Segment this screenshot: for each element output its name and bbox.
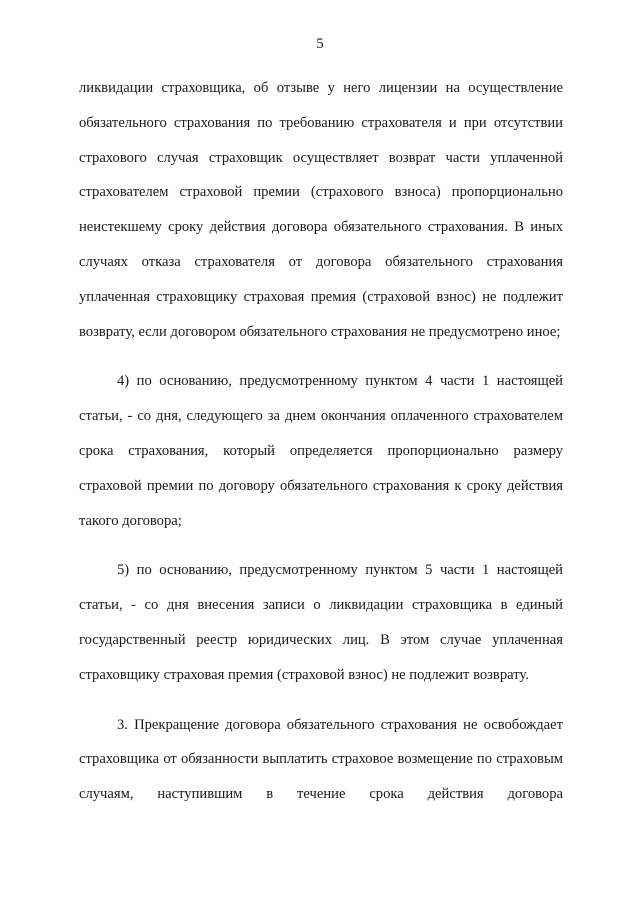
paragraph-section-3: 3. Прекращение договора обязательного страхования не освобождает страховщика от обязанности выплатить страховое возмещение по страховым случаям, наступившим в течение срока действия договора xyxy=(79,716,563,803)
paragraph-item-4: 4) по основанию, предусмотренному пунктом 4 части 1 настоящей статьи, - со дня, следующего за днем окончания оплаченного страхователем срока страхования, который определяется пропорционально размеру страховой премии по договору обязательного страхования к сроку действия такого договора; xyxy=(79,373,563,529)
paragraph-continuation: ликвидации страховщика, об отзыве у него лицензии на осуществление обязательного страхования по требованию страхователя и при отсутствии страхового случая страховщик осуществляет возврат части уплаченной страхователем страховой премии (страхового взноса) пропорционально неистекшему сроку действия договора обязательного страхования. В иных случаях отказа страхователя от договора обязательного страхования уплаченная страховщику страховая премия (страховой взнос) не подлежит возврату, если договором обязательного страхования не предусмотрено иное; xyxy=(79,80,563,340)
paragraph-item-5: 5) по основанию, предусмотренному пунктом 5 части 1 настоящей статьи, - со дня внесения записи о ликвидации страховщика в единый государственный реестр юридических лиц. В этом случае уплаченная страховщику страховая премия (страховой взнос) не подлежит возврату. xyxy=(79,562,563,683)
page-number: 5 xyxy=(316,36,324,52)
document-body xyxy=(79,71,563,812)
